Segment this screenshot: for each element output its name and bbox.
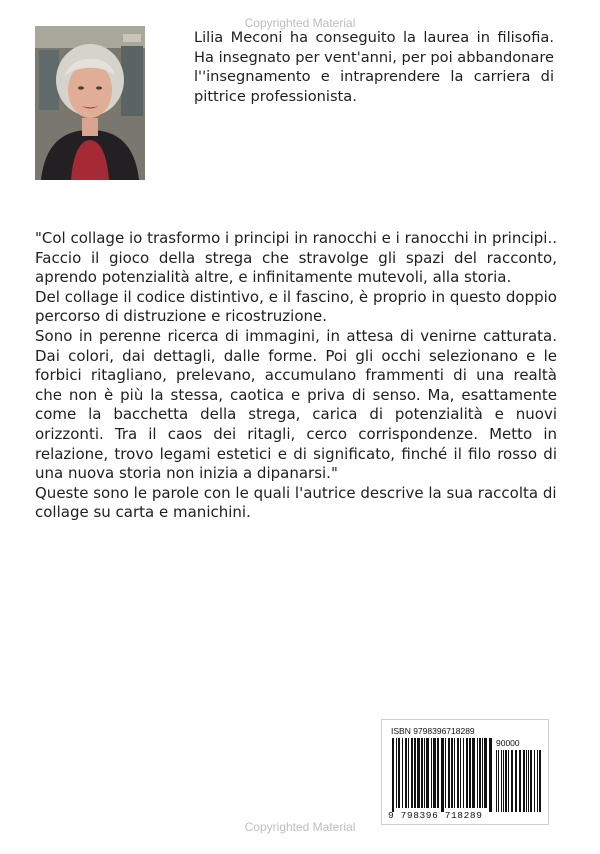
price-code: 90000 — [496, 738, 520, 748]
barcode-addon-bar — [498, 750, 499, 812]
barcode-bar — [441, 738, 444, 812]
barcode-addon-bar — [526, 750, 527, 812]
barcode-addon-bar — [519, 750, 521, 812]
barcode-bar — [424, 738, 425, 808]
barcode-bar — [445, 738, 446, 808]
barcode-addon-bar — [505, 750, 507, 812]
barcode-addon-bar — [515, 750, 517, 812]
author-photo — [35, 26, 145, 180]
author-bio: Lilia Meconi ha conseguito la laurea in filisofia. Ha insegnato per vent'anni, per poi abbandonare l''insegnamento e intraprendere la carriera di pittrice professionista. — [194, 29, 554, 105]
isbn-barcode — [381, 719, 549, 825]
quote-paragraph-3: Sono in perenne ricerca di immagini, in attesa di venirne catturata. Dai colori, dai dettagli, dalle forme. Poi gli occhi selezionano e le forbici ritagliano, prelevano, accumulano frammenti di una realtà che non è più la stessa, caotica e priva di senso. Ma, esattamente come la bacchetta della strega, carica di potenzialità e nuovi orizzonti. Tra il caos dei ritagli, cerco corrispondenze. Metto in relazione, trovo legami estetici e di significato, finché il filo rosso di una nuova storia non inizia a dipanarsi." — [35, 326, 557, 483]
barcode-bar — [431, 738, 432, 808]
barcode-addon-bar — [508, 750, 509, 812]
barcode-addon-bar — [534, 750, 535, 812]
barcode-bar — [396, 738, 397, 808]
barcode-bar — [479, 738, 481, 808]
isbn-digits: 9 798396 718289 — [388, 810, 483, 821]
barcode-addon-bar — [496, 750, 497, 812]
quote-paragraph-2: Del collage il codice distintivo, e il fascino, è proprio in questo doppio percorso di distruzione e ricostruzione. — [35, 287, 557, 326]
barcode-bar — [460, 738, 461, 808]
barcode-bar — [451, 738, 453, 808]
barcode-bar — [414, 738, 416, 808]
barcode-bar — [426, 738, 429, 808]
barcode-bar — [489, 738, 492, 812]
barcode-bar — [484, 738, 487, 808]
barcode-bar — [482, 738, 483, 808]
isbn-label: ISBN 9798396718289 — [391, 726, 475, 736]
barcode-bar — [405, 738, 407, 808]
barcode-bar — [448, 738, 450, 808]
barcode-addon-bar — [523, 750, 525, 812]
barcode-bar — [466, 738, 468, 808]
barcode-addon-bar — [503, 750, 504, 812]
barcode-bar — [477, 738, 478, 808]
barcode-bar — [417, 738, 420, 808]
watermark-bottom: Copyrighted Material — [244, 820, 356, 834]
barcode-bar — [392, 738, 394, 812]
quote-paragraph-1: "Col collage io trasformo i principi in ranocchi e i ranocchi in principi.. Faccio il gioco della strega che stravolge gli spazi del racconto, aprendo potenzialità altre, e infinitamente mutevoli, alla storia. — [35, 229, 557, 287]
barcode-bar — [398, 738, 400, 808]
barcode-bar — [411, 738, 413, 808]
barcode-bar — [433, 738, 436, 808]
barcode-bar — [469, 738, 471, 808]
barcode-addon-bar — [528, 750, 529, 812]
barcode-addon-bar — [530, 750, 532, 812]
barcode-addon-bar — [501, 750, 502, 812]
barcode-bar — [437, 738, 439, 808]
back-cover-text — [35, 229, 557, 523]
barcode-bar — [454, 738, 455, 808]
barcode-addon-bar — [539, 750, 541, 812]
barcode-bar — [463, 738, 464, 808]
barcode-bar — [472, 738, 475, 808]
barcode-bar — [408, 738, 409, 808]
barcode-bar — [421, 738, 423, 808]
barcode-bar — [402, 738, 403, 808]
author-portrait-image — [35, 26, 145, 180]
closing-paragraph: Queste sono le parole con le quali l'autrice descrive la sua raccolta di collage su carta e manichini. — [35, 483, 557, 522]
barcode-addon-bar — [511, 750, 513, 812]
watermark-top: Copyrighted Material — [244, 16, 356, 30]
barcode-addon-bar — [537, 750, 538, 812]
barcode-bar — [457, 738, 459, 808]
